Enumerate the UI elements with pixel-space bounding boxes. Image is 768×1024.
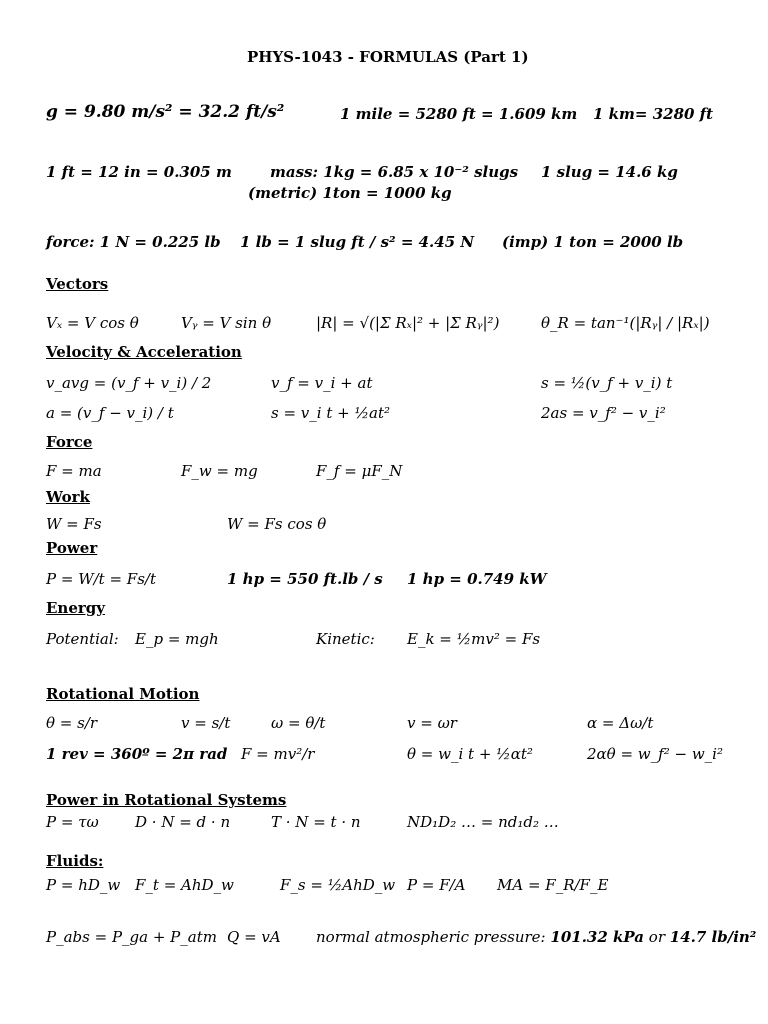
pulley-formula: D · N = d · n: [135, 813, 231, 831]
pressure-area-formula: P = F/A: [407, 876, 466, 894]
km-conversion: 1 km= 3280 ft: [593, 105, 714, 123]
kinetic-energy-formula: E_k = ½mv² = Fs: [407, 630, 541, 648]
velocity-squared-formula: 2as = v_f² − v_i²: [541, 404, 666, 422]
total-force-formula: F_t = AhD_w: [135, 876, 234, 894]
acceleration-formula: a = (v_f − v_i) / t: [46, 404, 174, 422]
vector-x-formula: Vₓ = V cos θ: [46, 314, 139, 332]
gear-formula: T · N = t · n: [271, 813, 361, 831]
angle-formula: θ_R = tan⁻¹(|Rᵧ| / |Rₓ|): [541, 314, 710, 332]
absolute-pressure-formula: P_abs = P_ga + P_atm: [46, 928, 217, 946]
vector-y-formula: Vᵧ = V sin θ: [181, 314, 272, 332]
work-angle-formula: W = Fs cos θ: [227, 515, 327, 533]
energy-heading: Energy: [46, 599, 105, 617]
slug-conversion: 1 slug = 14.6 kg: [541, 163, 678, 181]
resultant-formula: |R| = √(|Σ Rₓ|² + |Σ Rᵧ|²): [316, 314, 500, 332]
potential-energy-formula: E_p = mgh: [135, 630, 219, 648]
atmospheric-pressure-or: or: [648, 928, 665, 946]
avg-velocity-formula: v_avg = (v_f + v_i) / 2: [46, 374, 212, 392]
metric-ton-conversion: (metric) 1ton = 1000 kg: [248, 184, 452, 202]
power-heading: Power: [46, 539, 98, 557]
flow-rate-formula: Q = vA: [227, 928, 281, 946]
atmospheric-pressure-psi: 14.7 lb/in²: [669, 928, 757, 946]
work-formula: W = Fs: [46, 515, 102, 533]
friction-formula: F_f = μF_N: [316, 462, 403, 480]
compound-pulley-formula: ND₁D₂ … = nd₁d₂ …: [407, 813, 559, 831]
atmospheric-pressure-note: [316, 928, 756, 946]
newton-second-law: F = ma: [46, 462, 102, 480]
fluid-pressure-formula: P = hD_w: [46, 876, 121, 894]
work-heading: Work: [46, 488, 90, 506]
revolution-conversion: 1 rev = 360º = 2π rad: [46, 745, 228, 763]
hp-ftlb-conversion: 1 hp = 550 ft.lb / s: [227, 570, 383, 588]
weight-formula: F_w = mg: [181, 462, 258, 480]
atmospheric-pressure-kpa: 101.32 kPa: [550, 928, 645, 946]
potential-label: Potential:: [46, 630, 119, 648]
gravity-constant: g = 9.80 m/s² = 32.2 ft/s²: [46, 102, 285, 122]
page-title: PHYS-1043 - FORMULAS (Part 1): [247, 48, 529, 66]
displacement-avg-formula: s = ½(v_f + v_i) t: [541, 374, 673, 392]
side-force-formula: F_s = ½AhD_w: [280, 876, 396, 894]
newton-conversion: force: 1 N = 0.225 lb: [46, 233, 221, 251]
tangential-velocity-formula: v = ωr: [407, 714, 457, 732]
atmospheric-pressure-label: normal atmospheric pressure:: [316, 928, 546, 946]
rotational-power-formula: P = τω: [46, 813, 99, 831]
angle-arc-formula: θ = s/r: [46, 714, 98, 732]
imperial-ton-conversion: (imp) 1 ton = 2000 lb: [502, 233, 684, 251]
power-rotational-heading: Power in Rotational Systems: [46, 791, 287, 809]
angular-velocity-squared-formula: 2αθ = w_f² − w_i²: [587, 745, 723, 763]
ft-conversion: 1 ft = 12 in = 0.305 m: [46, 163, 232, 181]
power-formula: P = W/t = Fs/t: [46, 570, 156, 588]
displacement-formula: s = v_i t + ½at²: [271, 404, 390, 422]
final-velocity-formula: v_f = v_i + at: [271, 374, 373, 392]
rotational-heading: Rotational Motion: [46, 685, 200, 703]
angular-acceleration-formula: α = Δω/t: [587, 714, 654, 732]
angular-velocity-formula: ω = θ/t: [271, 714, 326, 732]
angular-displacement-formula: θ = w_i t + ½αt²: [407, 745, 533, 763]
vectors-heading: Vectors: [46, 275, 109, 293]
kinetic-label: Kinetic:: [316, 630, 375, 648]
pound-conversion: 1 lb = 1 slug ft / s² = 4.45 N: [240, 233, 475, 251]
speed-formula: v = s/t: [181, 714, 231, 732]
hp-kw-conversion: 1 hp = 0.749 kW: [407, 570, 547, 588]
force-heading: Force: [46, 433, 93, 451]
centripetal-force-formula: F = mv²/r: [241, 745, 315, 763]
fluids-heading: Fluids:: [46, 852, 104, 870]
mass-conversion: mass: 1kg = 6.85 x 10⁻² slugs: [270, 163, 519, 181]
velocity-heading: Velocity & Acceleration: [46, 343, 242, 361]
mile-conversion: 1 mile = 5280 ft = 1.609 km: [340, 105, 578, 123]
mechanical-advantage-formula: MA = F_R/F_E: [497, 876, 609, 894]
